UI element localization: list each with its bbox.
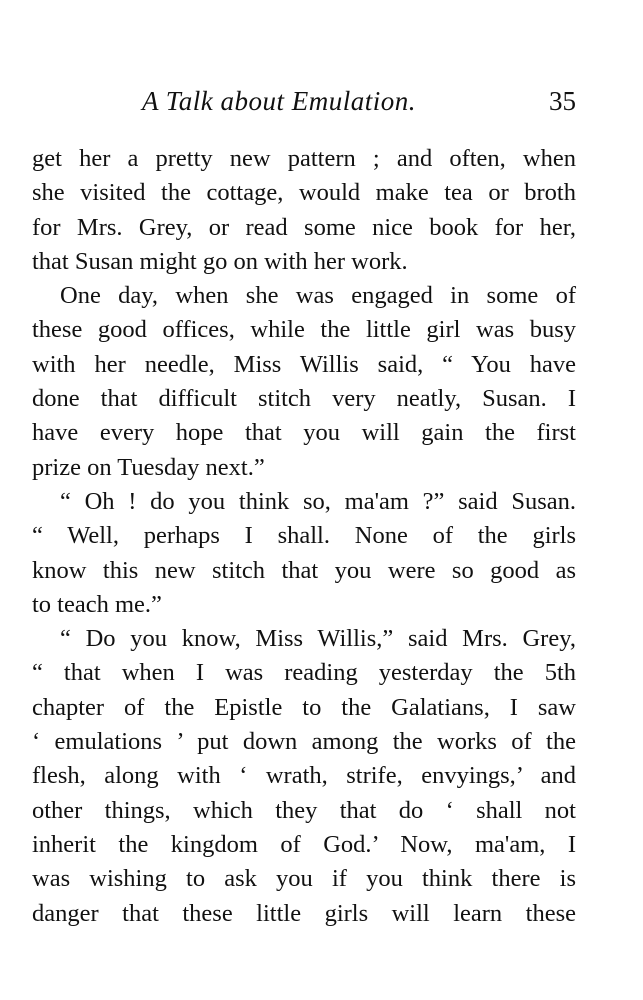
text-line: was wishing to ask you if you think there is — [32, 865, 576, 893]
text-line: “ Oh ! do you think so, ma'am ?” said Susan. — [60, 487, 576, 515]
text-line: ‘ emulations ’ put down among the works of the — [32, 728, 576, 756]
page-number: 35 — [549, 86, 576, 116]
text-line: that Susan might go on with her work. — [32, 247, 408, 275]
page-header — [32, 86, 576, 126]
text-line: these good offices, while the little girl was busy — [32, 316, 576, 344]
text-line: for Mrs. Grey, or read some nice book for her, — [32, 213, 576, 241]
text-line: get her a pretty new pattern ; and often, when — [32, 145, 576, 172]
body-text — [32, 142, 576, 931]
text-line: One day, when she was engaged in some of — [60, 282, 576, 310]
text-line: inherit the kingdom of God.’ Now, ma'am, I — [32, 830, 576, 858]
text-line: chapter of the Epistle to the Galatians, I saw — [32, 693, 576, 721]
text-line: other things, which they that do ‘ shall not — [32, 796, 576, 824]
text-line: know this new stitch that you were so good as — [32, 556, 576, 584]
text-line: “ Do you know, Miss Willis,” said Mrs. Grey, — [60, 625, 576, 653]
text-line: with her needle, Miss Willis said, “ You have — [32, 350, 576, 378]
text-line: have every hope that you will gain the first — [32, 419, 576, 447]
text-line: prize on Tuesday next.” — [32, 453, 265, 481]
running-title: A Talk about Emulation. — [142, 86, 417, 116]
text-line: done that difficult stitch very neatly, Susan. I — [32, 385, 576, 413]
text-line: “ that when I was reading yesterday the 5th — [32, 659, 576, 687]
text-line: she visited the cottage, would make tea or broth — [32, 179, 576, 207]
text-line: to teach me.” — [32, 590, 162, 618]
text-line: “ Well, perhaps I shall. None of the girls — [32, 522, 576, 550]
text-line: flesh, along with ‘ wrath, strife, envyings,’ and — [32, 762, 576, 790]
text-line: danger that these little girls will learn these — [32, 899, 576, 927]
